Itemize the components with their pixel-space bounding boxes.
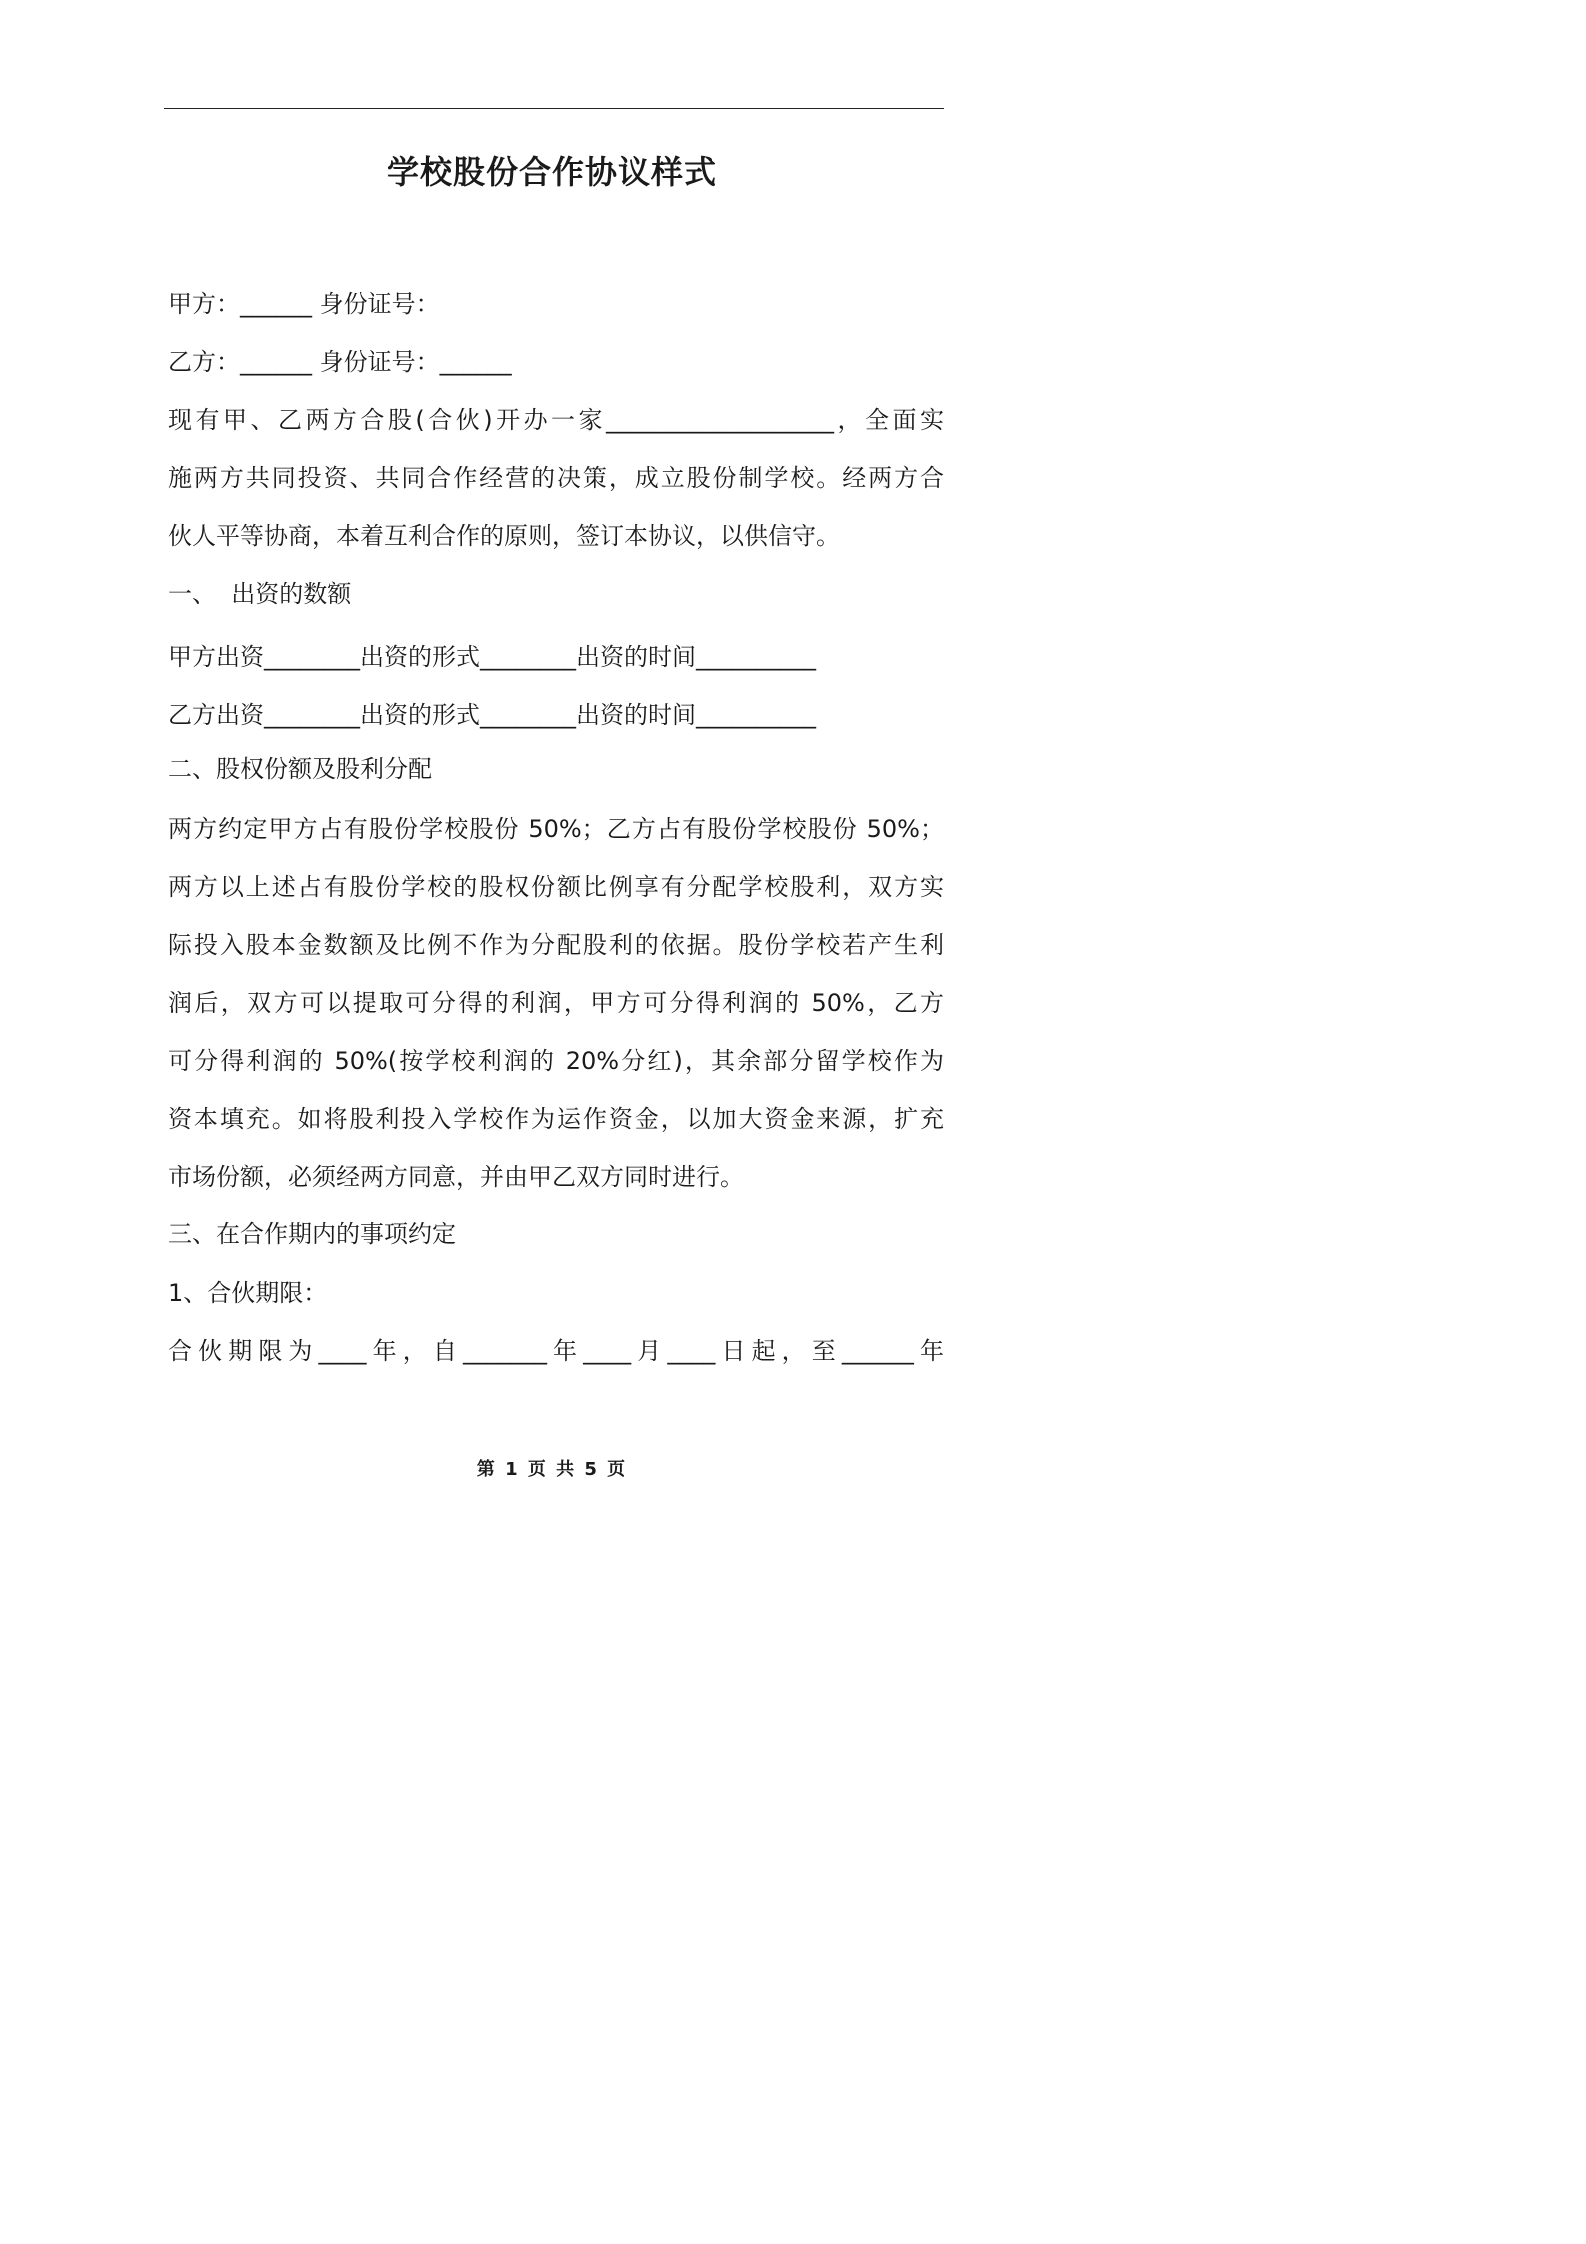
section2-paragraph-line: 市场份额，必须经两方同意，并由甲乙双方同时进行。: [168, 1163, 744, 1191]
partnership-term-line: 合伙期限为____年，自_______年____月____日起，至______年: [168, 1337, 944, 1365]
section2-paragraph-line: 可分得利润的 50%(按学校利润的 20%分红)，其余部分留学校作为: [168, 1047, 944, 1075]
intro-paragraph-line: 现有甲、乙两方合股(合伙)开办一家___________________，全面实: [168, 406, 944, 434]
page-footer: 第 1 页 共 5 页: [476, 1459, 628, 1480]
contribution-row-b: 乙方出资________出资的形式________出资的时间__________: [168, 701, 816, 729]
intro-paragraph-line: 施两方共同投资、共同合作经营的决策，成立股份制学校。经两方合: [168, 464, 944, 492]
contribution-row-a: 甲方出资________出资的形式________出资的时间__________: [168, 643, 816, 671]
section2-paragraph-line: 润后，双方可以提取可分得的利润，甲方可分得利润的 50%，乙方: [168, 989, 944, 1017]
party-a-line: 甲方：______ 身份证号：: [168, 290, 440, 318]
section-heading: 一、 出资的数额: [168, 580, 352, 608]
section2-paragraph-line: 资本填充。如将股利投入学校作为运作资金，以加大资金来源，扩充: [168, 1105, 944, 1133]
section-heading: 二、股权份额及股利分配: [168, 755, 432, 783]
document-title: 学校股份合作协议样式: [386, 153, 717, 191]
section2-paragraph-line: 两方以上述占有股份学校的股权份额比例享有分配学校股利，双方实: [168, 873, 944, 901]
intro-paragraph-line: 伙人平等协商，本着互利合作的原则，签订本协议，以供信守。: [168, 522, 840, 550]
section-heading: 三、在合作期内的事项约定: [168, 1220, 456, 1248]
document-page: [0, 0, 1104, 1562]
subsection-heading: 1、合伙期限：: [168, 1279, 328, 1307]
section2-paragraph-line: 际投入股本金数额及比例不作为分配股利的依据。股份学校若产生利: [168, 931, 944, 959]
party-b-line: 乙方：______ 身份证号：______: [168, 348, 512, 376]
document-body: [168, 0, 944, 1400]
section2-paragraph-line: 两方约定甲方占有股份学校股份 50%；乙方占有股份学校股份 50%；: [168, 815, 944, 843]
